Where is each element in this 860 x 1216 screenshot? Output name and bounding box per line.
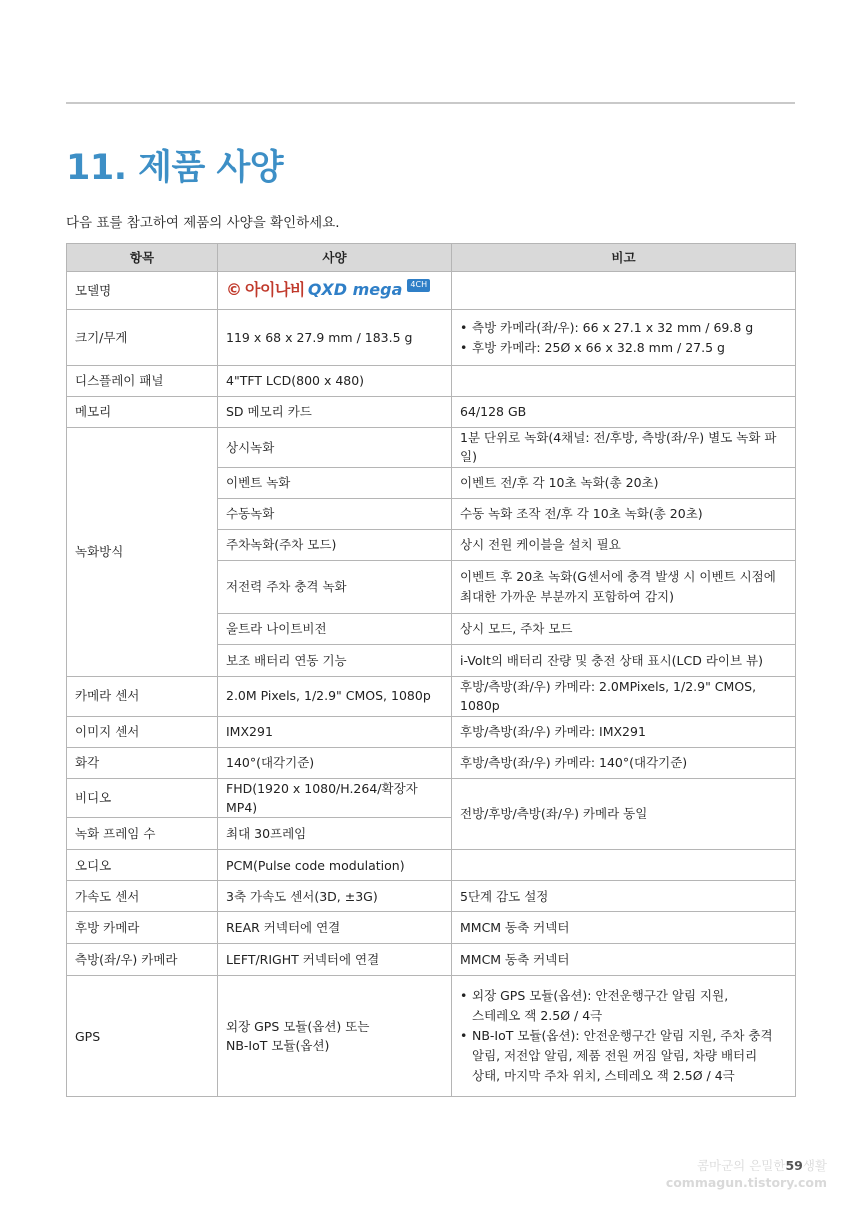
row-note: 1분 단위로 녹화(4채널: 전/후방, 측방(좌/우) 별도 녹화 파일) xyxy=(452,428,796,468)
row-note: 후방/측방(좌/우) 카메라: 140°(대각기준) xyxy=(452,747,796,778)
table-row-recording xyxy=(67,428,796,468)
row-label: 녹화방식 xyxy=(67,428,218,677)
row-label: 녹화 프레임 수 xyxy=(67,818,218,850)
row-label: 화각 xyxy=(67,747,218,778)
row-note-empty xyxy=(452,272,796,310)
note-line: 최대한 가까운 부분까지 포함하여 감지) xyxy=(460,588,674,604)
list-item: • 측방 카메라(좌/우): 66 x 27.1 x 32 mm / 69.8 g xyxy=(460,318,787,338)
row-label: 비디오 xyxy=(67,778,218,818)
row-note: 상시 모드, 주차 모드 xyxy=(452,613,796,644)
row-spec: 수동녹화 xyxy=(218,498,452,529)
row-note: 전방/후방/측방(좌/우) 카메라 동일 xyxy=(452,778,796,850)
note-line: 상태, 마지막 주차 위치, 스테레오 잭 2.5Ø / 4극 xyxy=(472,1068,735,1084)
row-spec: 최대 30프레임 xyxy=(218,818,452,850)
brand-logo-english: QXD mega xyxy=(307,280,403,300)
row-spec: REAR 커넥터에 연결 xyxy=(218,912,452,944)
row-note: 상시 전원 케이블을 설치 필요 xyxy=(452,529,796,560)
brand-logo-icon: © xyxy=(226,280,242,300)
page-title: 11. 제품 사양 xyxy=(66,148,284,188)
row-label: 오디오 xyxy=(67,850,218,881)
list-item xyxy=(460,986,787,1026)
list-item: • 후방 카메라: 25Ø x 66 x 32.8 mm / 27.5 g xyxy=(460,338,787,358)
watermark-url: commagun.tistory.com xyxy=(665,1174,827,1190)
intro-text: 다음 표를 참고하여 제품의 사양을 확인하세요. xyxy=(66,215,340,231)
row-note xyxy=(452,976,796,1097)
row-spec: 4"TFT LCD(800 x 480) xyxy=(218,366,452,397)
row-label: 디스플레이 패널 xyxy=(67,366,218,397)
row-note xyxy=(452,850,796,881)
row-spec: 보조 배터리 연동 기능 xyxy=(218,644,452,676)
row-spec: 119 x 68 x 27.9 mm / 183.5 g xyxy=(218,310,452,366)
note-line: • 외장 GPS 모듈(옵션): 안전운행구간 알림 지원, xyxy=(472,988,729,1004)
note-line: 이벤트 후 20초 녹화(G센서에 충격 발생 시 이벤트 시점에 xyxy=(460,569,776,585)
row-spec: 이벤트 녹화 xyxy=(218,467,452,498)
table-row-size xyxy=(67,310,796,366)
row-label: 측방(좌/우) 카메라 xyxy=(67,944,218,976)
row-spec: 2.0M Pixels, 1/2.9" CMOS, 1080p xyxy=(218,676,452,716)
row-spec xyxy=(218,976,452,1097)
row-label: 모델명 xyxy=(67,272,218,310)
spec-line: NB-IoT 모듈(옵션) xyxy=(226,1038,330,1054)
row-spec: SD 메모리 카드 xyxy=(218,397,452,428)
brand-logo-badge: 4CH xyxy=(407,279,430,291)
table-row-accel xyxy=(67,881,796,912)
row-spec: LEFT/RIGHT 커넥터에 연결 xyxy=(218,944,452,976)
row-note: 후방/측방(좌/우) 카메라: IMX291 xyxy=(452,716,796,747)
row-spec: 울트라 나이트비전 xyxy=(218,613,452,644)
row-spec: FHD(1920 x 1080/H.264/확장자 MP4) xyxy=(218,778,452,818)
note-line: 스테레오 잭 2.5Ø / 4극 xyxy=(472,1008,603,1024)
row-spec: 140°(대각기준) xyxy=(218,747,452,778)
table-row-audio xyxy=(67,850,796,881)
table-row-side-camera xyxy=(67,944,796,976)
watermark-text: 콤마군의 은밀한 xyxy=(696,1158,786,1173)
row-spec: 3축 가속도 센서(3D, ±3G) xyxy=(218,881,452,912)
header-item: 항목 xyxy=(67,244,218,272)
row-note: MMCM 동축 커넥터 xyxy=(452,912,796,944)
table-row-video xyxy=(67,778,796,818)
row-note: 후방/측방(좌/우) 카메라: 2.0MPixels, 1/2.9" CMOS, 1080p xyxy=(452,676,796,716)
row-note xyxy=(452,310,796,366)
row-label: 메모리 xyxy=(67,397,218,428)
row-label: 크기/무게 xyxy=(67,310,218,366)
row-note: MMCM 동축 커넥터 xyxy=(452,944,796,976)
spec-line: 외장 GPS 모듈(옵션) 또는 xyxy=(226,1018,370,1034)
brand-logo-korean: 아이나비 xyxy=(245,280,305,300)
row-label: 가속도 센서 xyxy=(67,881,218,912)
table-row-gps xyxy=(67,976,796,1097)
row-label: 카메라 센서 xyxy=(67,676,218,716)
model-logo xyxy=(218,272,452,310)
row-note: 수동 녹화 조작 전/후 각 10초 녹화(총 20초) xyxy=(452,498,796,529)
row-spec: 상시녹화 xyxy=(218,428,452,468)
row-label: 후방 카메라 xyxy=(67,912,218,944)
row-label: 이미지 센서 xyxy=(67,716,218,747)
spec-table xyxy=(66,243,796,1097)
row-note xyxy=(452,560,796,613)
table-row-image-sensor xyxy=(67,716,796,747)
note-line: • NB-IoT 모듈(옵션): 안전운행구간 알림 지원, 주차 충격 xyxy=(472,1028,773,1044)
row-spec: 주차녹화(주차 모드) xyxy=(218,529,452,560)
row-note: 5단계 감도 설정 xyxy=(452,881,796,912)
row-spec: PCM(Pulse code modulation) xyxy=(218,850,452,881)
table-row-memory xyxy=(67,397,796,428)
row-spec: 저전력 주차 충격 녹화 xyxy=(218,560,452,613)
watermark-text: 생활 xyxy=(802,1158,827,1173)
row-note: i-Volt의 배터리 잔량 및 충전 상태 표시(LCD 라이브 뷰) xyxy=(452,644,796,676)
row-label: GPS xyxy=(67,976,218,1097)
header-note: 비고 xyxy=(452,244,796,272)
table-row-display xyxy=(67,366,796,397)
header-spec: 사양 xyxy=(218,244,452,272)
page-footer xyxy=(666,1158,827,1192)
top-divider xyxy=(66,102,795,104)
row-note: 64/128 GB xyxy=(452,397,796,428)
page-number: 59 xyxy=(785,1158,803,1173)
table-row-view-angle xyxy=(67,747,796,778)
row-note xyxy=(452,366,796,397)
table-row-camera-sensor xyxy=(67,676,796,716)
list-item xyxy=(460,1026,787,1086)
row-spec: IMX291 xyxy=(218,716,452,747)
note-line: 알림, 저전압 알림, 제품 전원 꺼짐 알림, 차량 배터리 xyxy=(472,1048,758,1064)
table-row-model xyxy=(67,272,796,310)
table-header-row xyxy=(67,244,796,272)
table-row-rear-camera xyxy=(67,912,796,944)
row-note: 이벤트 전/후 각 10초 녹화(총 20초) xyxy=(452,467,796,498)
